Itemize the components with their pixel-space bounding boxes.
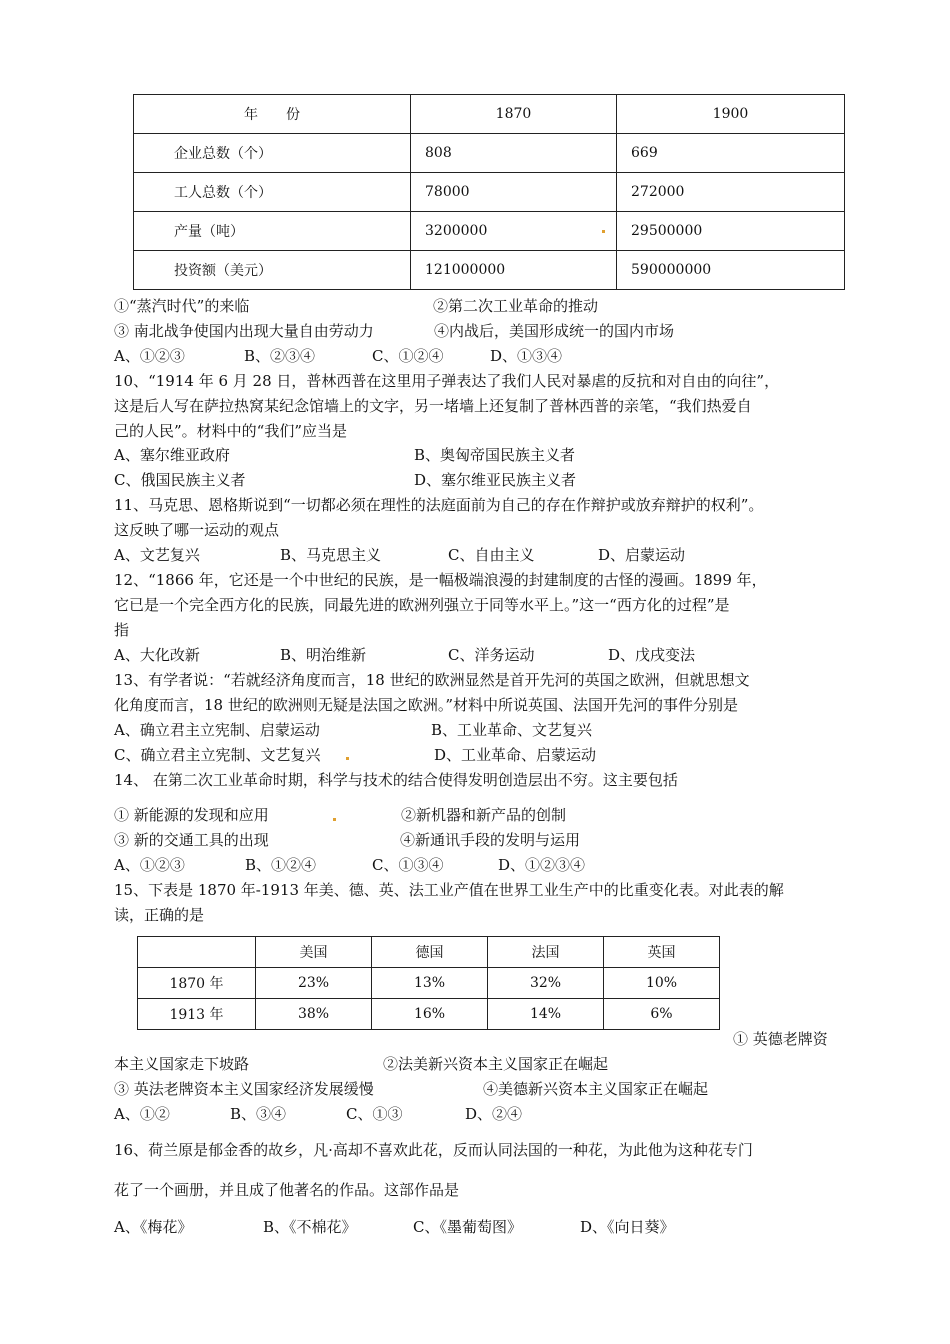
table-header-row [134, 95, 845, 134]
q10-stem: 10、“1914 年 6 月 28 日，普林西普在这里用子弹表达了我们人民对暴虐的反抗和对自由的向往”， [114, 372, 780, 390]
q14-choice-c: C、①③④ [372, 856, 444, 874]
q10-choice-b: B、奥匈帝国民族主义者 [414, 446, 576, 464]
q11-choice-b: B、马克思主义 [280, 546, 382, 564]
table-cell: 16% [372, 999, 488, 1030]
q12-choice-b: B、明治维新 [280, 646, 367, 664]
table-header-cell: 美国 [256, 937, 372, 968]
q15-option-4: ④美德新兴资本主义国家正在崛起 [483, 1080, 709, 1098]
table-header-row [138, 937, 720, 968]
table-cell: 808 [411, 134, 617, 173]
table-cell: 13% [372, 968, 488, 999]
q11-stem: 11、马克思、恩格斯说到“一切都必须在理性的法庭面前为自己的存在作辩护或放弃辩护的权利”。 [114, 496, 764, 514]
q9-option-4: ④内战后，美国形成统一的国内市场 [434, 322, 675, 340]
q14-option-3: ③ 新的交通工具的出现 [114, 831, 269, 849]
stray-mark [346, 757, 349, 760]
q13-stem: 化角度而言，18 世纪的欧洲则无疑是法国之欧洲。”材料中所说英国、法国开先河的事件分别是 [114, 696, 739, 714]
q13-choice-b: B、工业革命、文艺复兴 [431, 721, 593, 739]
q9-option-1: ①“蒸汽时代”的来临 [114, 297, 250, 315]
q16-stem: 16、荷兰原是郁金香的故乡，凡·高却不喜欢此花，反而认同法国的一种花，为此他为这种花专门 [114, 1141, 753, 1159]
q9-choice-a: A、①②③ [114, 347, 185, 365]
q12-choice-a: A、大化改新 [114, 646, 200, 664]
table-cell: 121000000 [411, 251, 617, 290]
q14-stem: 14、 在第二次工业革命时期，科学与技术的结合使得发明创造层出不穷。这主要包括 [114, 771, 678, 789]
table-header-cell [138, 937, 256, 968]
q12-choice-d: D、戊戌变法 [608, 646, 696, 664]
table-cell: 272000 [617, 173, 845, 212]
stray-mark [333, 818, 336, 821]
table-header-cell: 1870 [411, 95, 617, 134]
table-cell: 投资额（美元） [134, 251, 411, 290]
table-cell: 669 [617, 134, 845, 173]
q14-option-4: ④新通讯手段的发明与运用 [400, 831, 581, 849]
q15-stem: 15、下表是 1870 年-1913 年美、德、英、法工业产值在世界工业生产中的比重变化表。对此表的解 [114, 881, 784, 899]
q11-stem: 这反映了哪一运动的观点 [114, 521, 280, 539]
q16-choice-a: A、《梅花》 [114, 1218, 193, 1236]
table-row [134, 251, 845, 290]
q15-option-3: ③ 英法老牌资本主义国家经济发展缓慢 [114, 1080, 374, 1098]
table-cell: 78000 [411, 173, 617, 212]
stray-mark [602, 230, 605, 233]
table-header-cell: 德国 [372, 937, 488, 968]
q9-option-3: ③ 南北战争使国内出现大量自由劳动力 [114, 322, 374, 340]
q10-choice-a: A、塞尔维亚政府 [114, 446, 230, 464]
q12-choice-c: C、洋务运动 [448, 646, 535, 664]
table-cell: 10% [604, 968, 720, 999]
q15-choice-d: D、②④ [465, 1105, 523, 1123]
q15-stem: 读，正确的是 [114, 906, 205, 924]
enterprise-table [133, 94, 845, 290]
q14-choice-a: A、①②③ [114, 856, 185, 874]
q13-choice-c: C、确立君主立宪制、文艺复兴 [114, 746, 321, 764]
q16-choice-d: D、《向日葵》 [580, 1218, 675, 1236]
q9-choice-d: D、①③④ [490, 347, 563, 365]
table-cell: 3200000 [411, 212, 617, 251]
q12-stem: 指 [114, 621, 130, 639]
q14-choice-d: D、①②③④ [498, 856, 586, 874]
q13-choice-a: A、确立君主立宪制、启蒙运动 [114, 721, 320, 739]
table-row [138, 999, 720, 1030]
q15-option-2: ②法美新兴资本主义国家正在崛起 [383, 1055, 609, 1073]
q10-stem: 己的人民”。材料中的“我们”应当是 [114, 422, 348, 440]
q13-choice-d: D、工业革命、启蒙运动 [434, 746, 597, 764]
table-row [134, 173, 845, 212]
table-cell: 1870 年 [138, 968, 256, 999]
table-header-cell: 法国 [488, 937, 604, 968]
table-cell: 590000000 [617, 251, 845, 290]
q10-stem: 这是后人写在萨拉热窝某纪念馆墙上的文字，另一堵墙上还复制了普林西普的亲笔，“我们热爱自 [114, 397, 752, 415]
table-cell: 工人总数（个） [134, 173, 411, 212]
q14-choice-b: B、①②④ [245, 856, 317, 874]
table-header-cell: 英国 [604, 937, 720, 968]
table-cell: 1913 年 [138, 999, 256, 1030]
q14-option-1: ① 新能源的发现和应用 [114, 806, 269, 824]
q16-choice-c: C、《墨葡萄图》 [413, 1218, 522, 1236]
table-cell: 6% [604, 999, 720, 1030]
table-header-cell: 年 份 [134, 95, 411, 134]
table-cell: 29500000 [617, 212, 845, 251]
table-cell: 14% [488, 999, 604, 1030]
q12-stem: 它已是一个完全西方化的民族，同最先进的欧洲列强立于同等水平上。”这一“西方化的过程”是 [114, 596, 730, 614]
q9-option-2: ②第二次工业革命的推动 [433, 297, 599, 315]
q16-choice-b: B、《不棉花》 [263, 1218, 357, 1236]
q15-choice-b: B、③④ [230, 1105, 287, 1123]
q14-option-2: ②新机器和新产品的创制 [401, 806, 567, 824]
q13-stem: 13、有学者说：“若就经济角度而言，18 世纪的欧洲显然是首开先河的英国之欧洲，但就思想文 [114, 671, 750, 689]
table-cell: 产量（吨） [134, 212, 411, 251]
table-cell: 企业总数（个） [134, 134, 411, 173]
q11-choice-a: A、文艺复兴 [114, 546, 200, 564]
q11-choice-d: D、启蒙运动 [598, 546, 686, 564]
industrial-share-table [137, 936, 720, 1030]
q10-choice-c: C、俄国民族主义者 [114, 471, 246, 489]
q9-choice-b: B、②③④ [244, 347, 316, 365]
q15-option-1: ① 英德老牌资 [733, 1030, 828, 1048]
table-cell: 38% [256, 999, 372, 1030]
q10-choice-d: D、塞尔维亚民族主义者 [414, 471, 577, 489]
table-row [138, 968, 720, 999]
q11-choice-c: C、自由主义 [448, 546, 535, 564]
q15-choice-c: C、①③ [346, 1105, 403, 1123]
table-cell: 23% [256, 968, 372, 999]
q12-stem: 12、“1866 年，它还是一个中世纪的民族，是一幅极端浪漫的封建制度的古怪的漫画。1899 年， [114, 571, 767, 589]
table-row [134, 134, 845, 173]
table-row [134, 212, 845, 251]
table-cell: 32% [488, 968, 604, 999]
q16-stem: 花了一个画册，并且成了他著名的作品。这部作品是 [114, 1181, 460, 1199]
q9-choice-c: C、①②④ [372, 347, 444, 365]
q15-choice-a: A、①② [114, 1105, 170, 1123]
table-header-cell: 1900 [617, 95, 845, 134]
q15-option-1: 本主义国家走下坡路 [114, 1055, 250, 1073]
